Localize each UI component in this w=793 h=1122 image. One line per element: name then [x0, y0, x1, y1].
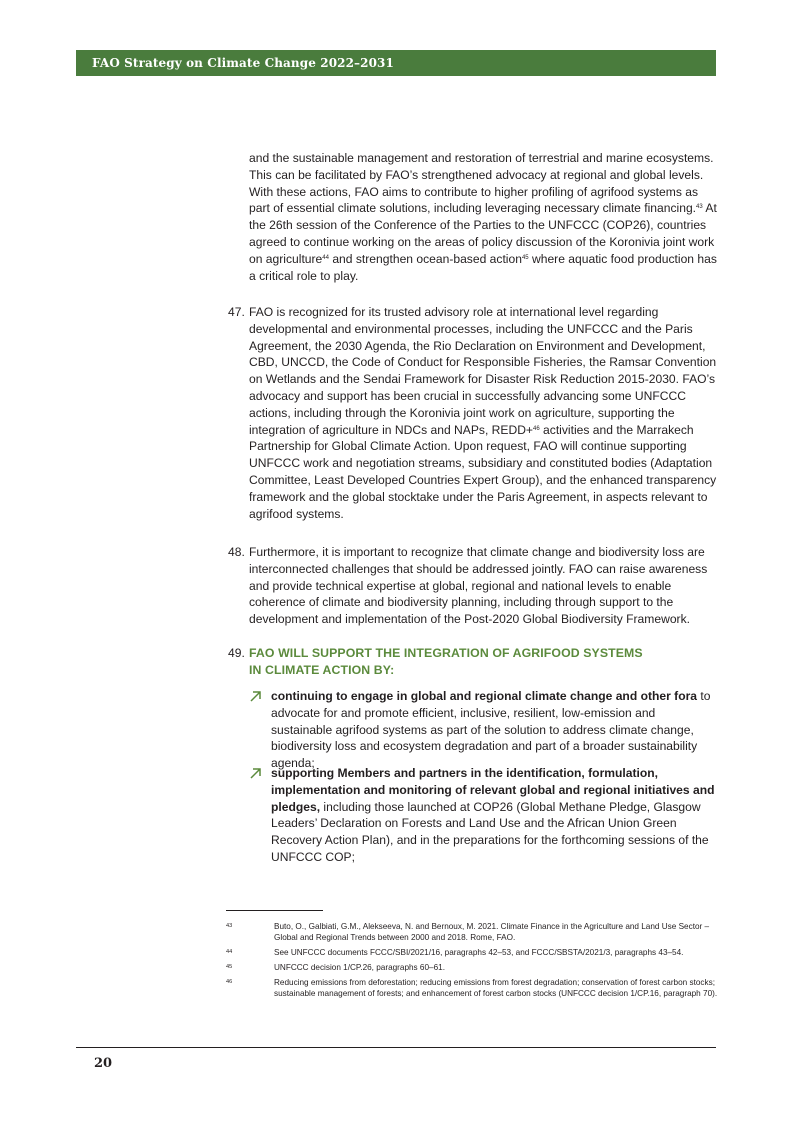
footnote-text: Buto, O., Galbiati, G.M., Alekseeva, N. and Bernoux, M. 2021. Climate Finance in the Agriculture and Land Use Sector – Global and Regional Trends between 2000 and 2018. Rome, FAO. — [274, 922, 710, 942]
footnote-ref-44[interactable]: 44 — [322, 254, 329, 261]
footnote-number: 43 — [226, 923, 233, 929]
footnote-ref-46[interactable]: 46 — [533, 425, 540, 432]
paragraph-text: and the sustainable management and restoration of terrestrial and marine ecosystems. This can be facilitated by FAO’s strengthened advocacy at regional and global levels. With these actions, FAO aims to contribute to higher profiling of agrifood systems as part of essential climate solutions, including leveraging necessary climate financing. — [249, 151, 714, 216]
paragraph-text: Furthermore, it is important to recognize that climate change and biodiversity loss are interconnected challenges that should be addressed jointly. FAO can raise awareness and provide technical expertise at global, regional and national levels to enable coherence of climate and biodiversity planning, including through support to the development and implementation of the Post-2020 Global Biodiversity Framework. — [249, 545, 708, 627]
bullet-item — [249, 765, 719, 866]
paragraph-48 — [228, 544, 720, 628]
paragraph-49 — [228, 645, 720, 678]
paragraph-text: FAO is recognized for its trusted advisory role at international level regarding developmental and environmental processes, including the UNFCCC and the Paris Agreement, the 2030 Agenda, the Rio Declaration on Environment and Development, CBD, UNCCD, the Code of Conduct for Responsible Fisheries, the Ramsar Convention on Wetlands and the Sendai Framework for Disaster Risk Reduction 2015-2030. FAO’s advocacy and support has been crucial in successfully advancing some UNFCCC actions, including through the Koronivia joint work on agriculture, supporting the integration of agriculture in NDCs and NAPs, REDD+ — [249, 305, 717, 437]
footer-divider — [76, 1047, 716, 1048]
footnote-ref-43[interactable]: 43 — [696, 204, 703, 211]
paragraph-number: 47. — [228, 305, 245, 319]
footnote-44 — [226, 948, 720, 959]
footnote-ref-45[interactable]: 45 — [521, 254, 529, 261]
heading-line: IN CLIMATE ACTION BY: — [249, 662, 395, 677]
running-header — [76, 50, 716, 76]
footnote-text: Reducing emissions from deforestation; reducing emissions from forest degradation; conservation of forest carbon stocks; sustainable management of forests; and enhancement of forest carbon stocks (UNFCCC decision 1/CP.16, paragraph 70). — [274, 978, 718, 998]
bullet-body: including those launched at COP26 (Global Methane Pledge, Glasgow Leaders’ Declaration on Forests and Land Use and the African Union Green Recovery Action Plan), and in the preparations for the forthcoming sessions of the UNFCCC COP; — [271, 799, 709, 864]
paragraph-text: and strengthen ocean-based action — [328, 251, 522, 266]
paragraph-47 — [228, 304, 720, 522]
page-number: 20 — [94, 1056, 113, 1071]
footnote-text: See UNFCCC documents FCCC/SBI/2021/16, paragraphs 42–53, and FCCC/SBSTA/2021/3, paragraphs 43–54. — [274, 948, 684, 957]
arrow-up-right-icon — [249, 690, 262, 703]
paragraph-text: where aquatic food production has a critical role to play. — [249, 251, 717, 283]
paragraph-body — [249, 304, 720, 522]
paragraph-number: 48. — [228, 545, 245, 559]
bullet-text — [271, 765, 719, 866]
bullet-bold-lead: continuing to engage in global and regional climate change and other fora — [271, 689, 698, 703]
paragraph-text: activities and the Marrakech Partnership for Global Climate Action. Upon request, FAO will continue supporting UNFCCC work and negotiation streams, subsidiary and constituted bodies (Adaptation Committee, Least Developed Countries Expert Group), and the enhanced transparency framework and the global stocktake under the Paris Agreement, in aspects relevant to agrifood systems. — [249, 422, 717, 521]
footnote-divider — [226, 910, 323, 911]
footnote-46 — [226, 978, 720, 999]
heading-line: FAO WILL SUPPORT THE INTEGRATION OF AGRIFOOD SYSTEMS — [249, 646, 643, 660]
footnote-45 — [226, 963, 720, 974]
bullet-body: to advocate for and promote efficient, inclusive, resilient, low-emission and sustainable agrifood systems as part of the solution to address climate change, biodiversity loss and ecosystem degradation and part of a broader sustainability agenda; — [271, 689, 711, 771]
section-heading — [249, 645, 720, 678]
footnote-43 — [226, 922, 720, 943]
bullet-text — [271, 688, 719, 772]
bullet-bold-lead: supporting Members and partners in the identification, formulation, implementation and monitoring of relevant global and regional initiatives and pledges, — [271, 766, 715, 814]
bullet-item — [249, 688, 719, 772]
paragraph-number: 49. — [228, 646, 245, 660]
continuation-paragraph — [249, 150, 719, 284]
footnote-number: 45 — [226, 964, 233, 970]
footnote-number: 46 — [226, 979, 233, 985]
document-title: FAO Strategy on Climate Change 2022–2031 — [92, 56, 394, 70]
footnote-text: UNFCCC decision 1/CP.26, paragraphs 60–61. — [274, 963, 445, 972]
arrow-up-right-icon — [249, 767, 262, 780]
footnote-number: 44 — [226, 949, 233, 955]
paragraph-text: At the 26th session of the Conference of the Parties to the UNFCCC (COP26), countries agreed to continue working on the areas of policy discussion of the Koronivia joint work on agriculture — [249, 201, 717, 266]
